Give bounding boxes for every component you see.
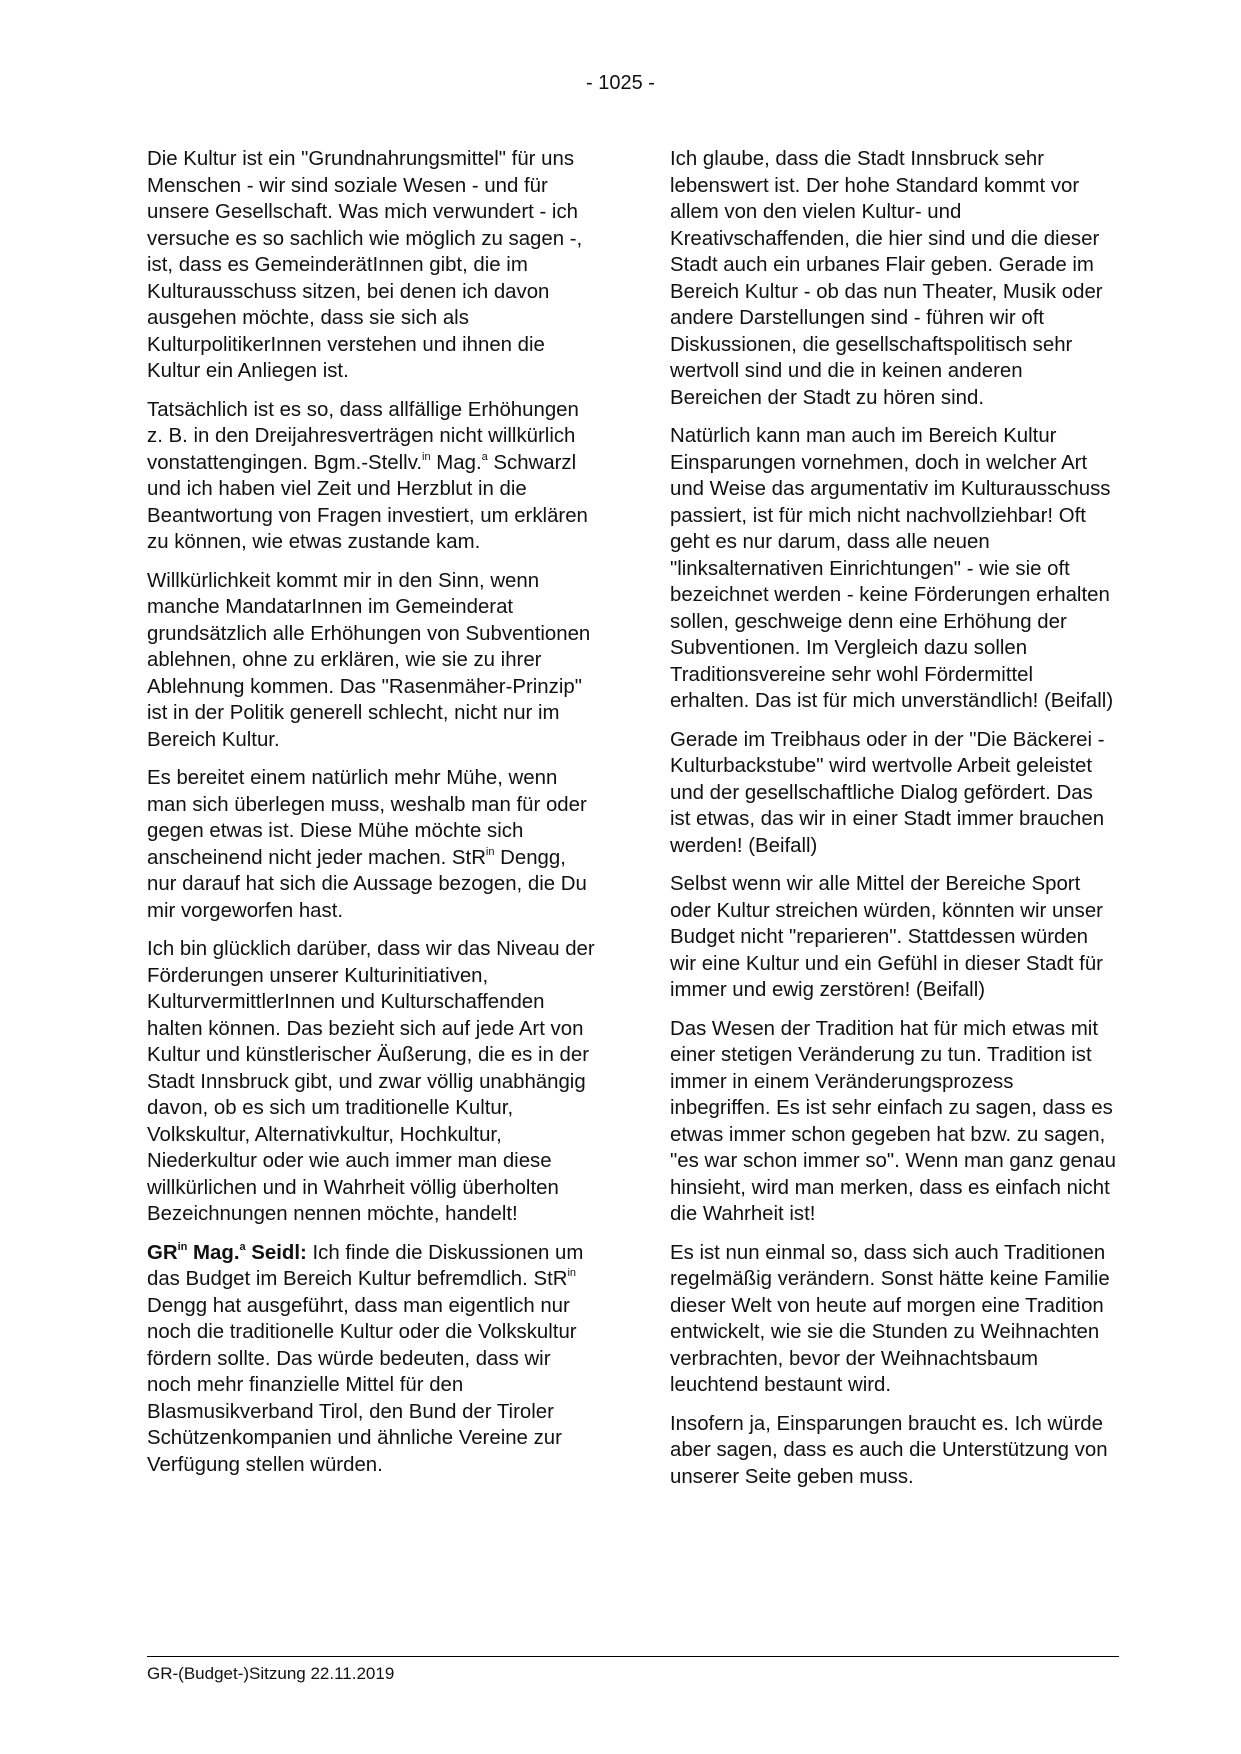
paragraph: Natürlich kann man auch im Bereich Kultur Einsparungen vornehmen, doch in welcher Art und Weise das argumentativ im Kulturausschuss passiert, ist für mich nicht nachvollziehbar! Oft geht es nur darum, dass alle neuen "linksalternativen Einrichtungen" - wie sie oft bezeichnet werden - keine Förderungen erhalten sollen, geschweige denn eine Erhöhung der Subventionen. Im Vergleich dazu sollen Traditionsvereine sehr wohl Fördermittel erhalten. Das ist für mich unverständlich! (Beifall) [670,425,1114,712]
paragraph: Willkürlichkeit kommt mir in den Sinn, wenn manche MandatarInnen im Gemeinderat grundsätzlich alle Erhöhungen von Subventionen ablehnen, ohne zu erklären, wie sie zu ihrer Ablehnung kommen. Das "Rasenmäher-Prinzip" ist in der Politik generell schlecht, nicht nur im Bereich Kultur. [147,569,591,751]
paragraph: Es bereitet einem natürlich mehr Mühe, wenn man sich überlegen muss, weshalb man für oder gegen etwas ist. Diese Mühe möchte sich anscheinend nicht jeder machen. StR$^{in}$ Dengg, nur darauf hat sich die Aussage bezogen, die Du mir vorgeworfen hast. [147,767,587,922]
left-column [147,146,595,1490]
right-column [670,146,1118,1502]
paragraph: Es ist nun einmal so, dass sich auch Traditionen regelmäßig verändern. Sonst hätte keine Familie dieser Welt von heute auf morgen eine Tradition entwickelt, wie sie die Stunden zu Weihnachten verbrachten, bevor der Weihnachtsbaum leuchtend bestaunt wird. [670,1241,1110,1396]
paragraph: Ich glaube, dass die Stadt Innsbruck sehr lebenswert ist. Der hohe Standard kommt vor allem von den vielen Kultur- und Kreativschaffenden, die hier sind und die dieser Stadt auch ein urbanes Flair geben. Gerade im Bereich Kultur - ob das nun Theater, Musik oder andere Darstellungen sind - führen wir oft Diskussionen, die gesellschaftspolitisch sehr wertvoll sind und die in keinen anderen Bereichen der Stadt zu hören sind. [670,148,1103,409]
paragraph: Selbst wenn wir alle Mittel der Bereiche Sport oder Kultur streichen würden, könnten wir unser Budget nicht "reparieren". Stattdessen würden wir eine Kultur und ein Gefühl in dieser Stadt für immer und ewig zerstören! (Beifall) [670,873,1103,1001]
paragraph: Tatsächlich ist es so, dass allfällige Erhöhungen z. B. in den Dreijahresverträgen nicht willkürlich vonstattengingen. Bgm.-Stellv.$^{in}$ Mag.$^a$ Schwarzl und ich haben viel Zeit und Herzblut in die Beantwortung von Fragen investiert, um erklären zu können, wie etwas zustande kam. [147,398,588,553]
paragraph: Gerade im Treibhaus oder in der "Die Bäckerei - Kulturbackstube" wird wertvolle Arbeit geleistet und der gesellschaftliche Dialog gefördert. Das ist etwas, das wir in einer Stadt immer brauchen werden! (Beifall) [670,728,1105,857]
paragraph: $GR^{in}$ Mag.$^a$ Seidl: Ich finde die Diskussionen um das Budget im Bereich Kultur befremdlich. StR$^{in}$ Dengg hat ausgeführt, dass man eigentlich nur noch die traditionelle Kultur oder die Volkskultur fördern sollte. Das würde bedeuten, dass wir noch mehr finanzielle Mittel für den Blasmusikverband Tirol, den Bund der Tiroler Schützenkompanien und ähnliche Vereine zur Verfügung stellen würden. [147,1240,584,1476]
paragraph: Ich bin glücklich darüber, dass wir das Niveau der Förderungen unserer Kulturinitiativen, KulturvermittlerInnen und Kulturschaffenden halten können. Das bezieht sich auf jede Art von Kultur und künstlerischer Äußerung, die es in der Stadt Innsbruck gibt, und zwar völlig unabhängig davon, ob es sich um traditionelle Kultur, Volkskultur, Alternativkultur, Hochkultur, Niederkultur oder wie auch immer man diese willkürlichen und in Wahrheit völlig überholten Bezeichnungen nennen möchte, handelt! [147,938,595,1225]
paragraph: Insofern ja, Einsparungen braucht es. Ich würde aber sagen, dass es auch die Unterstützung von unserer Seite geben muss. [670,1412,1108,1488]
footer-divider [147,1656,1119,1657]
page-number: - 1025 - [586,72,655,94]
paragraph: Die Kultur ist ein "Grundnahrungsmittel" für uns Menschen - wir sind soziale Wesen - und für unsere Gesellschaft. Was mich verwundert - ich versuche es so sachlich wie möglich zu sagen -, ist, dass es GemeinderätInnen gibt, die im Kulturausschuss sitzen, bei denen ich davon ausgehen möchte, dass sie sich als KulturpolitikerInnen verstehen und ihnen die Kultur ein Anliegen ist. [147,148,583,382]
footer-session-label: GR-(Budget-)Sitzung 22.11.2019 [147,1664,395,1683]
speaker-name: $GR^{in}$ Mag.$^a$ Seidl: [147,1240,307,1264]
paragraph: Das Wesen der Tradition hat für mich etwas mit einer stetigen Veränderung zu tun. Tradition ist immer in einem Veränderungsprozess inbegriffen. Es ist sehr einfach zu sagen, dass es etwas immer schon gegeben hat bzw. zu sagen, "es war schon immer so". Wenn man ganz genau hinsieht, wird man merken, dass es einfach nicht die Wahrheit ist! [670,1017,1116,1225]
